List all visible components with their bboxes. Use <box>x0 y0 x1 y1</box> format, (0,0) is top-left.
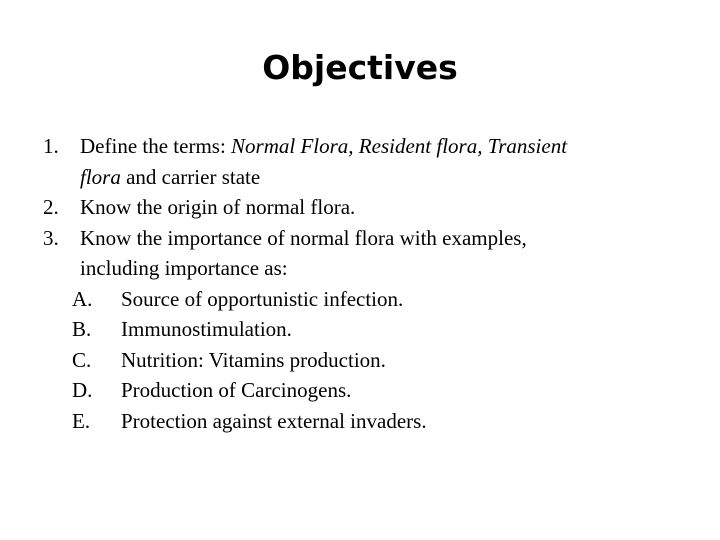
sub-item-letter: A. <box>72 286 93 311</box>
sub-list-item <box>0 314 720 345</box>
item-text <box>80 131 567 162</box>
item-text: Know the origin of normal flora. <box>80 195 356 219</box>
sub-item-text: Production of Carcinogens. <box>121 378 352 402</box>
item-text-italic: Normal Flora, Resident flora, Transient <box>231 134 568 158</box>
item-text <box>80 162 260 193</box>
item-text-prefix: Define the terms: <box>80 134 232 158</box>
sub-list-item <box>0 406 720 437</box>
item-number: 2. <box>43 195 59 219</box>
sub-item-letter: D. <box>72 378 93 402</box>
sub-item-letter: E. <box>72 408 91 433</box>
sub-item-text: Source of opportunistic infection. <box>121 286 404 311</box>
slide-title: Objectives <box>262 48 458 87</box>
item-number: 1. <box>43 134 59 158</box>
sub-item-letter: C. <box>72 347 92 372</box>
item-number: 3. <box>43 225 59 250</box>
sub-item-letter: B. <box>72 317 92 341</box>
item-text: including importance as: <box>80 256 288 280</box>
sub-item-text: Immunostimulation. <box>121 317 292 341</box>
list-item <box>0 192 720 223</box>
objectives-list <box>0 131 720 436</box>
sub-list-item <box>0 375 720 406</box>
sub-item-text: Nutrition: Vitamins production. <box>121 347 386 372</box>
item-text: Know the importance of normal flora with examples, <box>80 225 527 250</box>
list-item <box>0 223 720 254</box>
item-text-italic: flora <box>80 164 121 189</box>
sub-item-text: Protection against external invaders. <box>121 408 427 433</box>
list-item <box>0 131 720 162</box>
list-item-continuation <box>0 162 720 193</box>
list-item-continuation <box>0 253 720 284</box>
sub-list-item <box>0 345 720 376</box>
sub-list-item <box>0 284 720 315</box>
item-text-suffix: and carrier state <box>120 164 261 189</box>
